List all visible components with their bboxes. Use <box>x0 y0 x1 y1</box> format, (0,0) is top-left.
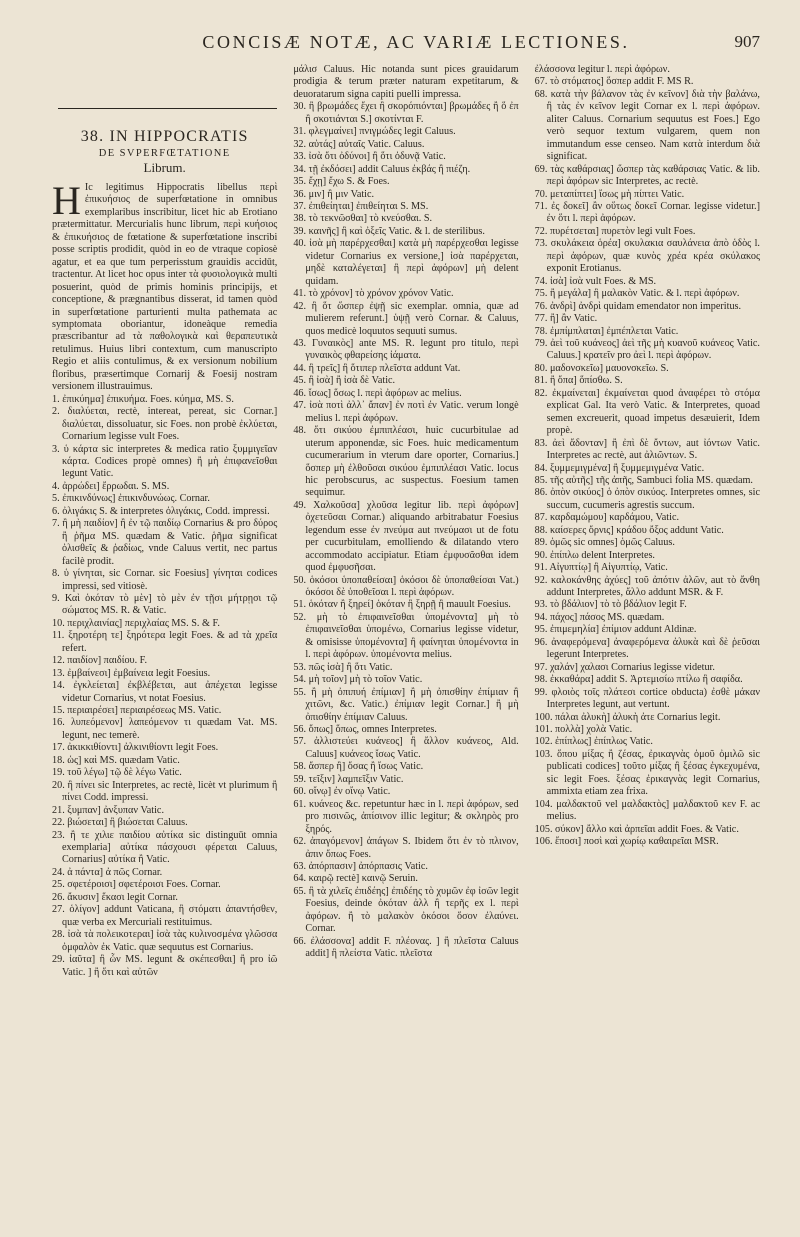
note-item: 100. πάλαι ἀλυκὴ] ἀλυκὴ ἀτε Cornarius legit. <box>534 711 721 723</box>
note-item: 5. ἐπικινδύνως] ἐπικινδυνώως. Cornar. <box>52 493 210 505</box>
note-item: 46. ἴσως] ὅσως l. περὶ ἀφόρων ac melius. <box>293 387 462 399</box>
intro-paragraph <box>52 178 278 394</box>
note-item: 12. παιδίον] παιδίου. F. <box>52 655 148 667</box>
note-item: 73. σκυλάκεια ὁρέα] σκυλακια σαυλάνεια ἀπὸ ὁδὸς l. περὶ ἀφόρων, quæ κυνὸς χρέα κρέα σκύλακος exponit Erotianus. <box>534 238 760 275</box>
section-rule <box>58 108 277 109</box>
note-item: 76. ἀνδρὶ] ἀνδρὶ quidam emendator non imperitus. <box>534 300 742 312</box>
note-item: 56. ὅπως] ὅπως, omnes Interpretes. <box>293 724 437 736</box>
note-item: 31. φλεγμαίνει] πνιγμώδες legit Caluus. <box>293 126 456 138</box>
note-item: 34. τῇ ἐκδόσει] addit Caluus ἐκβάς ἢ πιέζη. <box>293 163 471 175</box>
drop-cap: H <box>52 178 81 223</box>
note-item: 60. οἴνῳ] ἐν οἴνῳ Vatic. <box>293 786 391 798</box>
note-item: 33. ἰσὰ ὅτι ὀδύνοι] ἢ ὅτι ὀδυνᾷ Vatic. <box>293 151 446 163</box>
note-item: 21. ξυμπαν] ἀνξυπαν Vatic. <box>52 804 164 816</box>
note-item: 50. ὁκόσοι ὑποπαθείσαι] ὁκόσοι δὲ ὑποπαθείσαι Vat.) ὁκόσοι δὲ ὑποθεῖσαι l. περὶ ἀφόρων. <box>293 574 519 599</box>
note-item: 89. ὁμῶς sic omnes] ὁμῶς Caluus. <box>534 537 675 549</box>
note-item: 45. ἢ ἰσὰ] ἢ ἰσὰ δὲ Vatic. <box>293 375 396 387</box>
note-item: 61. κυάνεος &c. repetuntur hæc in l. περὶ ἀφόρων, sed pro πισινῶς, ἀπίσινον illic legitur; & σκληρὸς pro ξηρός. <box>293 798 519 835</box>
note-item: 25. σφετέροισι] σφετέροισι Foes. Cornar. <box>52 879 221 891</box>
note-item: 87. καρδαμώμου] καρδάμου, Vatic. <box>534 512 680 524</box>
section-heading: 38. IN HIPPOCRATIS <box>80 128 249 145</box>
note-item: 40. ἰσὰ μὴ παρέρχεσθαι] κατὰ μὴ παρέρχεσθαι legisse videtur Cornarius ex versione,] ἰσὰ παρέρχεται, μηδὲ καταλέγεται] ἢ περὶ ἀφόρων] μὴ delent quidam. <box>293 238 519 287</box>
columns <box>52 64 760 979</box>
note-item: 9. Καὶ ὁκόταν τὸ μὲν] τὸ μὲν ἐν τῇσι μήτρῃσι τῷ σώματος MS. R. & Vatic. <box>52 592 278 617</box>
note-item: 47. ἰσὰ ποτὶ ἀλλ᾽ ἄπαν] ἐν ποτὶ ἐν Vatic. verum longè melius l. περὶ ἀφόρων. <box>293 400 519 424</box>
note-item: 23. ἢ τε χιλιε παιδίου αὐτίκα sic distinguūt omnia exemplaria] αὐτίκα πάσχουσι φέρεται Caluus, Cornarius] αὐτίκα ἢ Vatic. <box>52 829 278 866</box>
note-item: 64. καιρῷ rectè] καινῷ Seruin. <box>293 873 418 885</box>
note-item: 52. μὴ τὸ ἐπιφαινεῖσθαι ὑπομένοντα] μὴ τὸ ἐπιφαινεῖσθαι ὑπομένω, Cornarius legisse videtur, & omisisse ὑπομένοντα] ἢ φαίνηται ὑπομένοντα in l. περὶ ἀφόρων. ὑπομένοντα melius. <box>293 611 519 661</box>
note-item: 97. χαλάν] χαλασι Cornarius legisse videtur. <box>534 661 715 673</box>
note-item: 22. βιώσεται] ἢ βιώσεται Caluus. <box>52 817 188 829</box>
section-subheading: DE SVPERFŒTATIONE <box>98 148 231 159</box>
note-item: 70. μεταπίπτει] ἴσως μὴ πίπτει Vatic. <box>534 188 685 200</box>
note-item: 69. τὰς καθάρσιας] ὥσπερ τὰς καθάρσιας Vatic. & lib. περὶ ἀφόρων sic Interpretes, ac rectè. <box>534 163 760 188</box>
note-item: 68. κατὰ τὴν βάλανον τὰς ἐν κεῖνον] διὰ τὴν βαλάνω, ἢ τὰς ἐν κεῖνον legit Cornar ex l. περὶ ἀφόρων. aliter Caluus. Cornarium sequutus est Foes.] Ego verò sequor textum vulgarem, quem non immutandum esse censeo. Nam κατὰ interdum διὰ significat. <box>534 88 760 163</box>
left-notes <box>52 394 277 979</box>
note-item: 65. ἢ τὰ χιλεῖς ἐπιδέης] ἐπιδέης τὸ χυμῶν ἐφ ἰσῶν legit Foesius, deinde ὀκόταν ἀλλ ἢ τερῆς ex l. περὶ ἀφόρων. ἢ τὸ μαλακὸν ὀκόσοι ὅσον ἐλαύνει. Cornar. <box>293 885 519 935</box>
note-item: 71. ἐς δοκεῖ] ἂν οὕτως δοκεῖ Cornar. legisse videtur.] ἐν ὅτι l. περὶ ἀφόρων. <box>534 200 760 225</box>
note-item: 14. ἐγκλείεται] ἐκβλέβεται, aut ἀπέχεται legisse videtur Cornarius, vt notat Foesius. <box>52 680 278 704</box>
note-item: 15. περιαιρέσει] περιαιρέσεως MS. Vatic. <box>52 705 222 717</box>
note-item: 39. καινῆς] ἢ καὶ ὀξεῖς Vatic. & l. de sterilibus. <box>293 225 485 237</box>
note-item: 30. ἢ βρωμάδες ἔχει ἢ σκορόπιόνται] βρωμάδες ἢ ὅ ἐπ ἢ σκοτιάνται S.] σκοτίνται F. <box>293 101 519 125</box>
note-item: 85. τῆς αὐτῆς] τῆς ἀπῆς, Sambuci folia MS. quædam. <box>534 474 753 486</box>
note-item: 41. τὸ χρόνον] τὸ χρόνον χρόνον Vatic. <box>293 288 454 300</box>
note-item: 72. πυρέτσεται] πυρετὸν legi vult Foes. <box>534 225 696 237</box>
note-item: 62. ἀπαγόμενον] ἀπάγων S. Ibidem ὅτι ἐν τὸ πλινον, ἀπιν ὅπως Foes. <box>293 836 519 860</box>
note-item: 103. ὅπου μίξας ἢ ζέσας, ἐρικαγνὰς ὁμοῦ ὀμιλῶ sic publicati codices] τοῦτο μίξας ἢ ξέσας ἐγκεχυμένα, sic legit Foes. ξέσας ἐρικαγνὰς legit Cornarius, ammixta etiam zea frixa. <box>534 748 760 798</box>
note-item: 81. ἢ ὅπα] ὅπίσθω. S. <box>534 375 623 387</box>
note-item: 29. ἰαῦτα] ἢ ὧν MS. legunt & σκέπεσθαι] ἢ pro ἰῶ Vatic. ] ἢ ὅτι καὶ αὐτῶν <box>52 954 278 978</box>
note-item: 13. ἐμβαίνεσι] ἐμβαίνεια legit Foesius. <box>52 667 211 679</box>
left-column <box>52 64 277 979</box>
note-item: 75. ἢ μεγάλα] ἢ μαλακὸν Vatic. & l. περὶ ἀφόρων. <box>534 288 740 300</box>
middle-column <box>293 64 518 979</box>
note-item: 19. τοῦ λέγω] τῷ δὲ λέγω Vatic. <box>52 767 182 779</box>
note-item: 95. ἐπιμεμηλία] ἐπίμιον addunt Aldinæ. <box>534 624 697 636</box>
note-item: 67. τὸ στόματος] ὅσπερ addit F. MS R. <box>534 76 694 88</box>
note-item: 37. ἐπιθείηται] ἐπιθείηται S. MS. <box>293 200 429 212</box>
note-item: 91. Αἰγυπτίῳ] ἢ Αἰγυπτίῳ, Vatic. <box>534 562 668 574</box>
running-head <box>52 28 760 56</box>
note-item: 48. ὅτι σικύου ἐμπιπλέασι, huic cucurbitulae ad uterum apponendæ, sic Foes. huic medicamentum cucumerarium in vterum dare oporter, Cornarius.] ὅσπερ μὴ ἐλθοῦσαι σικύου ἐμπιπλέασι Vatic. locus hic perobscurus, ac suspectus. Foesium tamen sequimur. <box>293 425 519 499</box>
note-item: 18. ὡς] καὶ MS. quædam Vatic. <box>52 754 180 766</box>
note-item: 7. ἢ μὴ παιδίον] ἢ ἐν τῷ παιδίῳ Cornarius & pro δύρος ἢ ῥῆμα MS. quædam & Vatic. ῥῆμα significat ὀλισθεῖς & ῥαδίως, vnde Caluus vertit, nec partus facilè prodit. <box>52 518 278 567</box>
middle-notes <box>293 101 518 960</box>
note-item: 44. ἢ τρεῖς] ἢ ὅτιπερ πλεῖστα addunt Vat. <box>293 362 461 374</box>
note-item: 84. ξυμμεμιγμένα] ἢ ξυμμεμιγμένα Vatic. <box>534 462 705 474</box>
note-item: 38. τὸ τεκνῶσθαι] τὸ κνεύσθαι. S. <box>293 213 433 225</box>
note-item: 42. ἢ ὅτ ὥσπερ ἐψῇ sic exemplar. omnia, quæ ad mulierem referunt.] ὑψῇ verò Cornar. & Caluus, quos medicè loquutos sequuti sumus. <box>293 300 519 337</box>
note-item: 43. Γυναικὸς] ante MS. R. legunt pro titulo, περὶ γυναικὸς φθαρείσης ἰάματα. <box>293 337 519 362</box>
note-item: 66. ἐλάσσονα] addit F. πλέονας. ] ἢ πλεῖστα Caluus addit] ἢ πλείστα Vatic. πλεῖστα <box>293 935 519 960</box>
note-item: 88. καίσερες ὄρνις] κράδου ὄξος addunt Vatic. <box>534 524 724 536</box>
note-item: 58. ἄσπερ ἢ] ὅσας ἢ ἴσως Vatic. <box>293 761 424 773</box>
note-item: 92. καλοκάνθης ἀχύες] τοῦ ἀπότιν ἀλῶν, aut τὸ ἄνθη addunt Interpretes, ἄλλο addunt MSR. & F. <box>534 574 760 599</box>
note-item: 2. διαλύεται, rectè, intereat, pereat, sic Cornar.] διαλύεται, dissoluatur, sic Foes. non probè ἐκλύεται, Cornarium legisse vult Foes. <box>52 406 278 443</box>
intro-text: Ic legitimus Hippocratis libellus περὶ ἐπικυήσιος de superfœtatione in omnibus exemplaribus inscribitur, licet hic ab Erotiano prætermittatur. Mercurialis hunc librum, περὶ κυήσιος & ἐπικυήσιος de fœtatione & superfœtatione inscribi posse scriptis prodidit, quòd in eo de vtraque copiosè agatur, et ea que tum perperisstum grauidis accidūt, tractentur. At licet hoc opus inter τὰ φυσιολογικὰ multi posuerint, quòd de primis hominis principijs, et conceptione, & prægnantibus disserat, id tamen quòd in superfœtatione parturienti multa pathemata ac symptomata oboriantur, idoneàque remedia præscribantur ad τὰ παθολογικὰ καὶ θεραπευτικὰ retulimus. Huius libri contextum, cum manuscripto Regio et aliis contulimus, & ex versionum nobilium floribus, præsertimque Cornarij & Foesij nostram versionem illustrauimus. <box>52 182 278 393</box>
note-item: 74. ἰσὰ] ἰσὰ vult Foes. & MS. <box>534 275 657 287</box>
note-item: 80. μαδονσκεῖω] μαυονσκεῖω. S. <box>534 362 669 374</box>
page-number: 907 <box>734 32 760 51</box>
note-item: 28. ἰσὰ τὰ πολεικοτεραι] ἰσὰ τὰς κυλινοσμένα γλῶσσα ὀμφαλὸν ἐκ Vatic. quæ sequutus est Cornarius. <box>52 929 278 953</box>
note-item: 35. ἔχῃ] ἔχω S. & Foes. <box>293 176 390 188</box>
note-item: 3. ὑ κάρτα sic interpretes & medica ratio ξυμμιγεῖαν κάρτα. Codices propè omnes) ἢ μὴ ἐπιφανεῖσθαι legunt Vatic. <box>52 443 278 480</box>
right-column <box>535 64 760 979</box>
note-item: 49. Χαλκοῦσα] χλοῦσα legitur lib. περὶ ἀφόρων] ὀχετεῦσαι Cornar.) aliquando arbitrabatur Foesius legendum esse ἐν πνεύμα aut πνεύμασι ut de fotu per cucurbitulam, emolliendo & dilatando vtero accommodato accipiatur. Etiam ἐμφυσᾶσθαι idem quod ἐμφυσῆσαι. <box>293 499 519 574</box>
note-item: 94. πάχος] πάσος MS. quædam. <box>534 611 665 623</box>
note-item: 98. ἐκκαθάρα] addit S. Ἀρτεμισίω πτίλω ἢ σαφίδα. <box>534 674 743 686</box>
note-item: 59. τεῖξιν] λαμπεῖξιν Vatic. <box>293 773 404 785</box>
note-item: 83. ἀεὶ ἄδονταν] ἢ ἐπὶ δὲ ὄντων, aut ἰόντων Vatic. Interpretes ac rectè, aut ἀλιῶντων. S. <box>534 437 760 462</box>
note-item: 63. ἀπόρπασιν] ἀπόρπασις Vatic. <box>293 861 428 872</box>
right-notes <box>535 76 760 848</box>
note-item: 96. ἀναφερόμενα] ἀναφερόμενα ἀλυκὰ καὶ δὲ ῥεῦσαι legerunt Interpretes. <box>534 636 760 661</box>
note-item: 36. μιν] ἢ μιν Vatic. <box>293 188 375 200</box>
note-item: 54. μὴ τοῖον] μὴ τὸ τοῖον Vatic. <box>293 674 423 686</box>
right-continuation: ἐλάσσονα legitur l. περὶ ἀφόρων. <box>534 64 670 75</box>
note-item: 24. ἀ πάντα] ἀ πῶς Cornar. <box>52 866 163 878</box>
note-item: 82. ἐκμαίνεται] ἐκμαίνεται quod ἀναφέρει τὸ στόμα explicat Gal. Ita verò Vatic. & Interpretes, quoad semen excreuerit, quoad impetus desæuierit, Idem propè. <box>534 387 760 437</box>
note-item: 32. αὐτάς] αὐταῖς Vatic. Caluus. <box>293 138 425 150</box>
note-item: 93. τὸ βδάλιον] τὸ τὸ βδάλιον legit F. <box>534 599 687 611</box>
note-item: 105. σύκον] ἄλλο καὶ ἀρπεῖαι addit Foes. & Vatic. <box>534 823 739 835</box>
note-item: 10. περιχλαινίας] περιχλαίας MS. S. & F. <box>52 617 220 629</box>
note-item: 53. πῶς ἰσὰ] ἢ ὅτι Vatic. <box>293 661 393 673</box>
note-item: 101. πολλὰ] χολὰ Vatic. <box>534 724 633 736</box>
middle-continuation: μάλισ Caluus. Hic notanda sunt pices grauidarum prodigia & terum præter naturam expetitarum, & deuoratarum signa capiti puelli impressa. <box>293 64 519 100</box>
note-item: 6. ὀλιγάκις S. & interpretes ὀλιγάκις, Codd. impressi. <box>52 505 270 517</box>
note-item: 102. ἐπίπλως] ἐπίπλως Vatic. <box>534 736 653 748</box>
note-item: 4. ἀρρώδει] ἔρρωδαι. S. MS. <box>52 480 170 492</box>
note-item: 104. μαλδακτοῦ vel μαλδακτὸς] μαλδακτοῦ κεν F. ac melius. <box>534 798 760 823</box>
note-item: 16. λυπεόμενον] λαπεόμενον τι quædam Vat. MS. legunt, nec temerè. <box>52 717 278 741</box>
note-item: 86. ὀπὸν σικύος] ὁ ὀπὸν σικύος. Interpretes omnes, sic succum, cucumeris agrestis succum. <box>534 487 760 511</box>
note-item: 55. ἢ μὴ ὀπιπυή ἐπίμιαν] ἢ μὴ ὀπισθίην ἐπίμιαν ἢ χιτῶνι, &c. Vatic.) ἐπίμιαν legit Cornar.] ἢ μὴ ὀπισθίην ἐπίμιαν Caluus. <box>293 686 519 723</box>
note-item: 26. ἄκυσιν] ἕκασι legit Cornar. <box>52 891 178 903</box>
note-item: 78. ἐμπίμπλαται] ἐμπέπλεται Vatic. <box>534 325 679 337</box>
note-item: 90. ἐπίπλω delent Interpretes. <box>534 549 655 561</box>
note-item: 51. ὁκόταν ἢ ξηρεί] ὁκόταν ἢ ξηρῇ ἢ mauult Foesius. <box>293 599 511 611</box>
section-subheading-2: Librum. <box>143 160 186 175</box>
note-item: 99. φλοιὸς τοῖς πλάτεσι cortice obducta) ἐσθὲ μάκαν Interpretes legunt, aut vertunt. <box>534 686 760 711</box>
note-item: 106. ἔποσι] ποσὶ καὶ χωρίῳ καθαιρεῖαι MSR. <box>534 836 719 848</box>
note-item: 57. ἀλλιστεύει κυάνεος] ἢ ἄλλον κυάνεος, Ald. Caluus] κυάνεος ἴσως Vatic. <box>293 736 519 760</box>
note-item: 77. ἢ] ἂν Vatic. <box>534 313 598 325</box>
note-item: 79. ἀεὶ τοῦ κυάνεος] ἀεὶ τῆς μὴ κυανοῦ κυάνεος Vatic. Caluus.] κρατεῖν pro ἀεὶ l. περὶ ἀφόρων. <box>534 337 760 362</box>
note-item: 1. ἐπικύημα] ἐπικυήμα. Foes. κύημα, MS. S. <box>52 393 234 405</box>
note-item: 17. ἀκικκιθίοντι] ἀλκινιθίοντι legit Foes. <box>52 742 219 754</box>
note-item: 27. ὁλίγον] addunt Vaticana, ἢ στόματι ἀπαντήσθεν, quæ verba ex Mercuriali restituimus. <box>52 904 278 928</box>
note-item: 11. ξηροτέρη τε] ξηρότερα legit Foes. & ad τὰ χρεῖα refert. <box>52 630 278 654</box>
note-item: 8. ὑ γίνηται, sic Cornar. sic Foesius] γίνηται codices impressi, sed vitiosè. <box>52 568 278 592</box>
note-item: 20. ἢ πίνει sic Interpretes, ac rectè, licèt vt plurimum ἢ πίνει Codd. impressi. <box>52 779 278 804</box>
running-title: CONCISÆ NOTÆ, AC VARIÆ LECTIONES. <box>202 32 630 52</box>
